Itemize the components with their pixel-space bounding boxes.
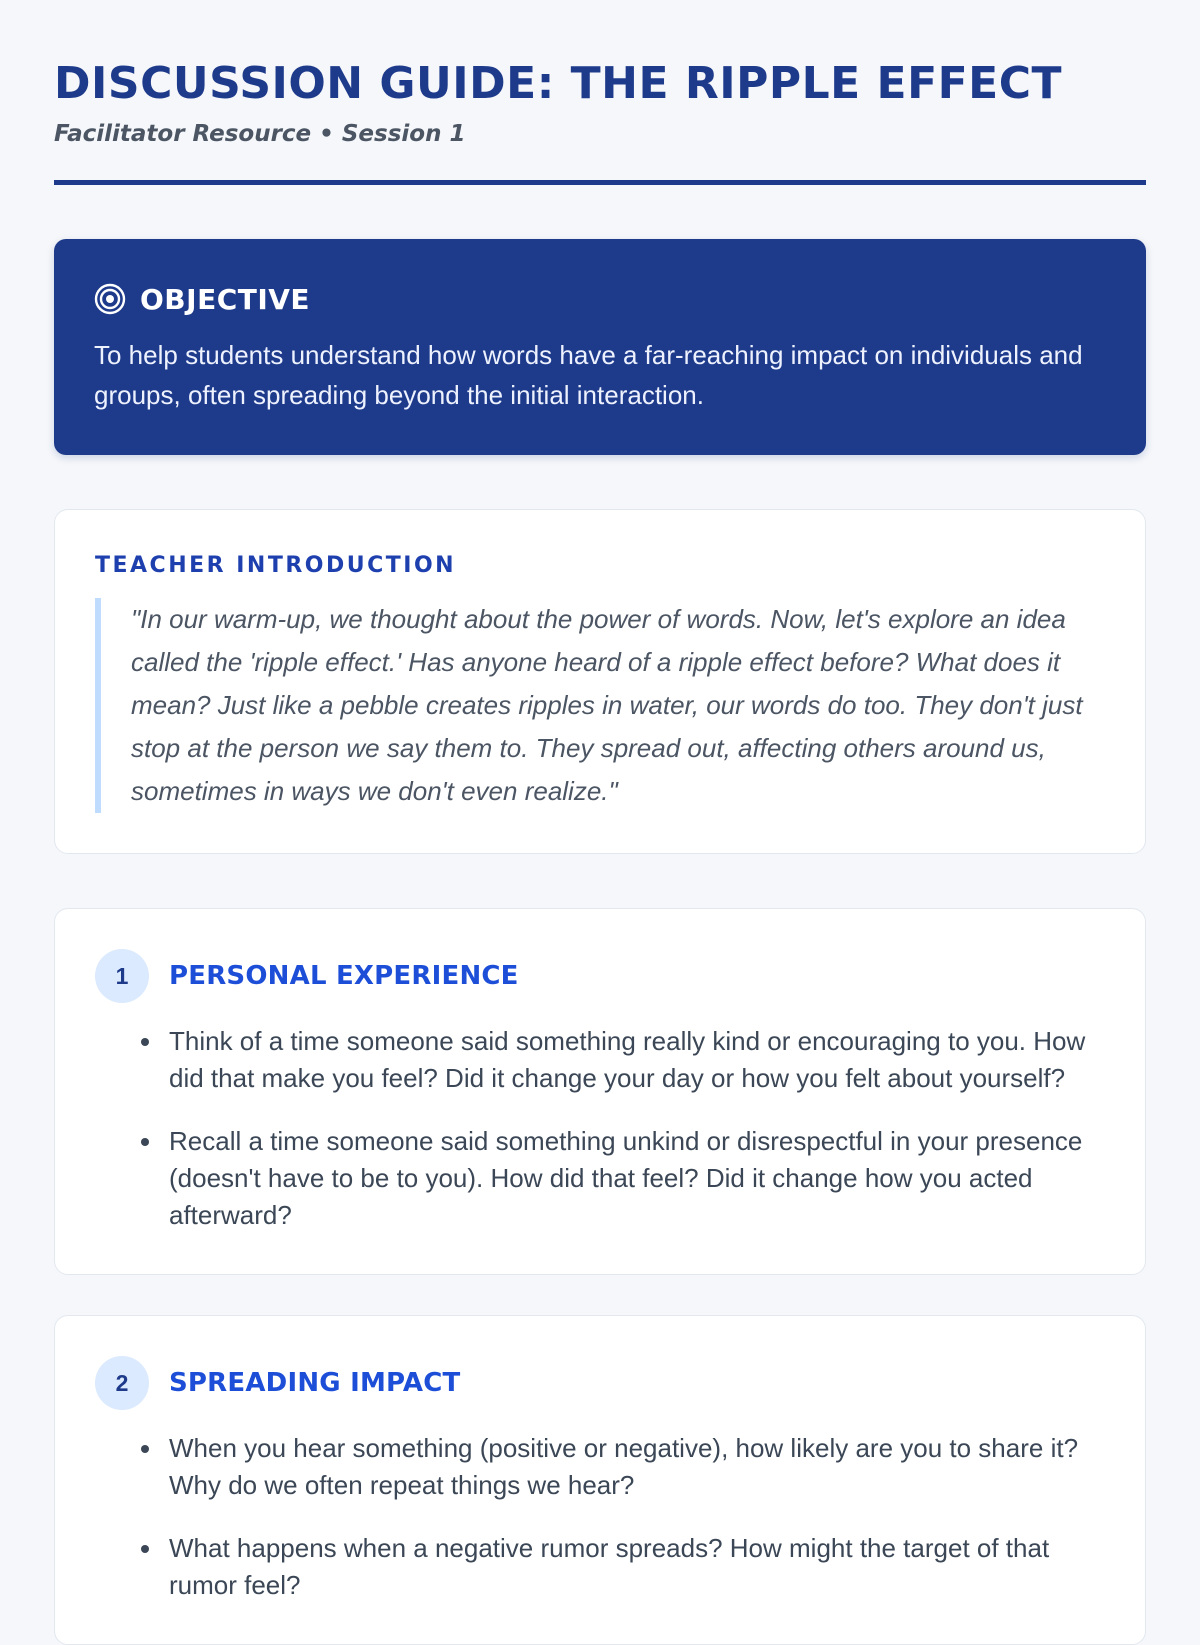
- section-title: PERSONAL EXPERIENCE: [169, 961, 519, 991]
- introduction-quote: "In our warm-up, we thought about the power of words. Now, let's explore an idea called the 'ripple effect.' Has anyone heard of a ripple effect before? What does it mean? Just like a pebble creates ripples in water, our words do too. They don't just stop at the person we say them to. They spread out, affecting others around us, sometimes in ways we don't even realize.": [95, 598, 1105, 813]
- question-item: What happens when a negative rumor spreads? How might the target of that rumor feel?: [169, 1530, 1105, 1604]
- question-item: Think of a time someone said something really kind or encouraging to you. How did that make you feel? Did it change your day or how you felt about yourself?: [169, 1023, 1105, 1097]
- introduction-label: TEACHER INTRODUCTION: [95, 553, 457, 578]
- section-header: [95, 949, 1105, 1003]
- objective-panel: [54, 239, 1146, 455]
- header: [54, 0, 1146, 185]
- question-item: When you hear something (positive or negative), how likely are you to share it? Why do we often repeat things we hear?: [169, 1430, 1105, 1504]
- section-title: SPREADING IMPACT: [169, 1368, 461, 1398]
- section-number-badge: 2: [95, 1356, 149, 1410]
- target-icon: [94, 283, 126, 315]
- question-item: Recall a time someone said something unkind or disrespectful in your presence (doesn't have to be to you). How did that feel? Did it change how you acted afterward?: [169, 1123, 1105, 1234]
- header-divider: [54, 180, 1146, 185]
- section-header: [95, 1356, 1105, 1410]
- page-subtitle: Facilitator Resource • Session 1: [54, 121, 466, 147]
- page-title: DISCUSSION GUIDE: THE RIPPLE EFFECT: [54, 58, 1063, 109]
- question-section-personal-experience: [54, 908, 1146, 1275]
- objective-header: [94, 279, 1106, 319]
- objective-text: To help students understand how words have a far-reaching impact on individuals and groups, often spreading beyond the initial interaction.: [94, 340, 1083, 410]
- teacher-introduction-card: [54, 509, 1146, 854]
- section-number-badge: 1: [95, 949, 149, 1003]
- question-list: [95, 1023, 1105, 1234]
- question-list: [95, 1430, 1105, 1604]
- objective-title: OBJECTIVE: [140, 282, 311, 316]
- question-section-spreading-impact: [54, 1315, 1146, 1645]
